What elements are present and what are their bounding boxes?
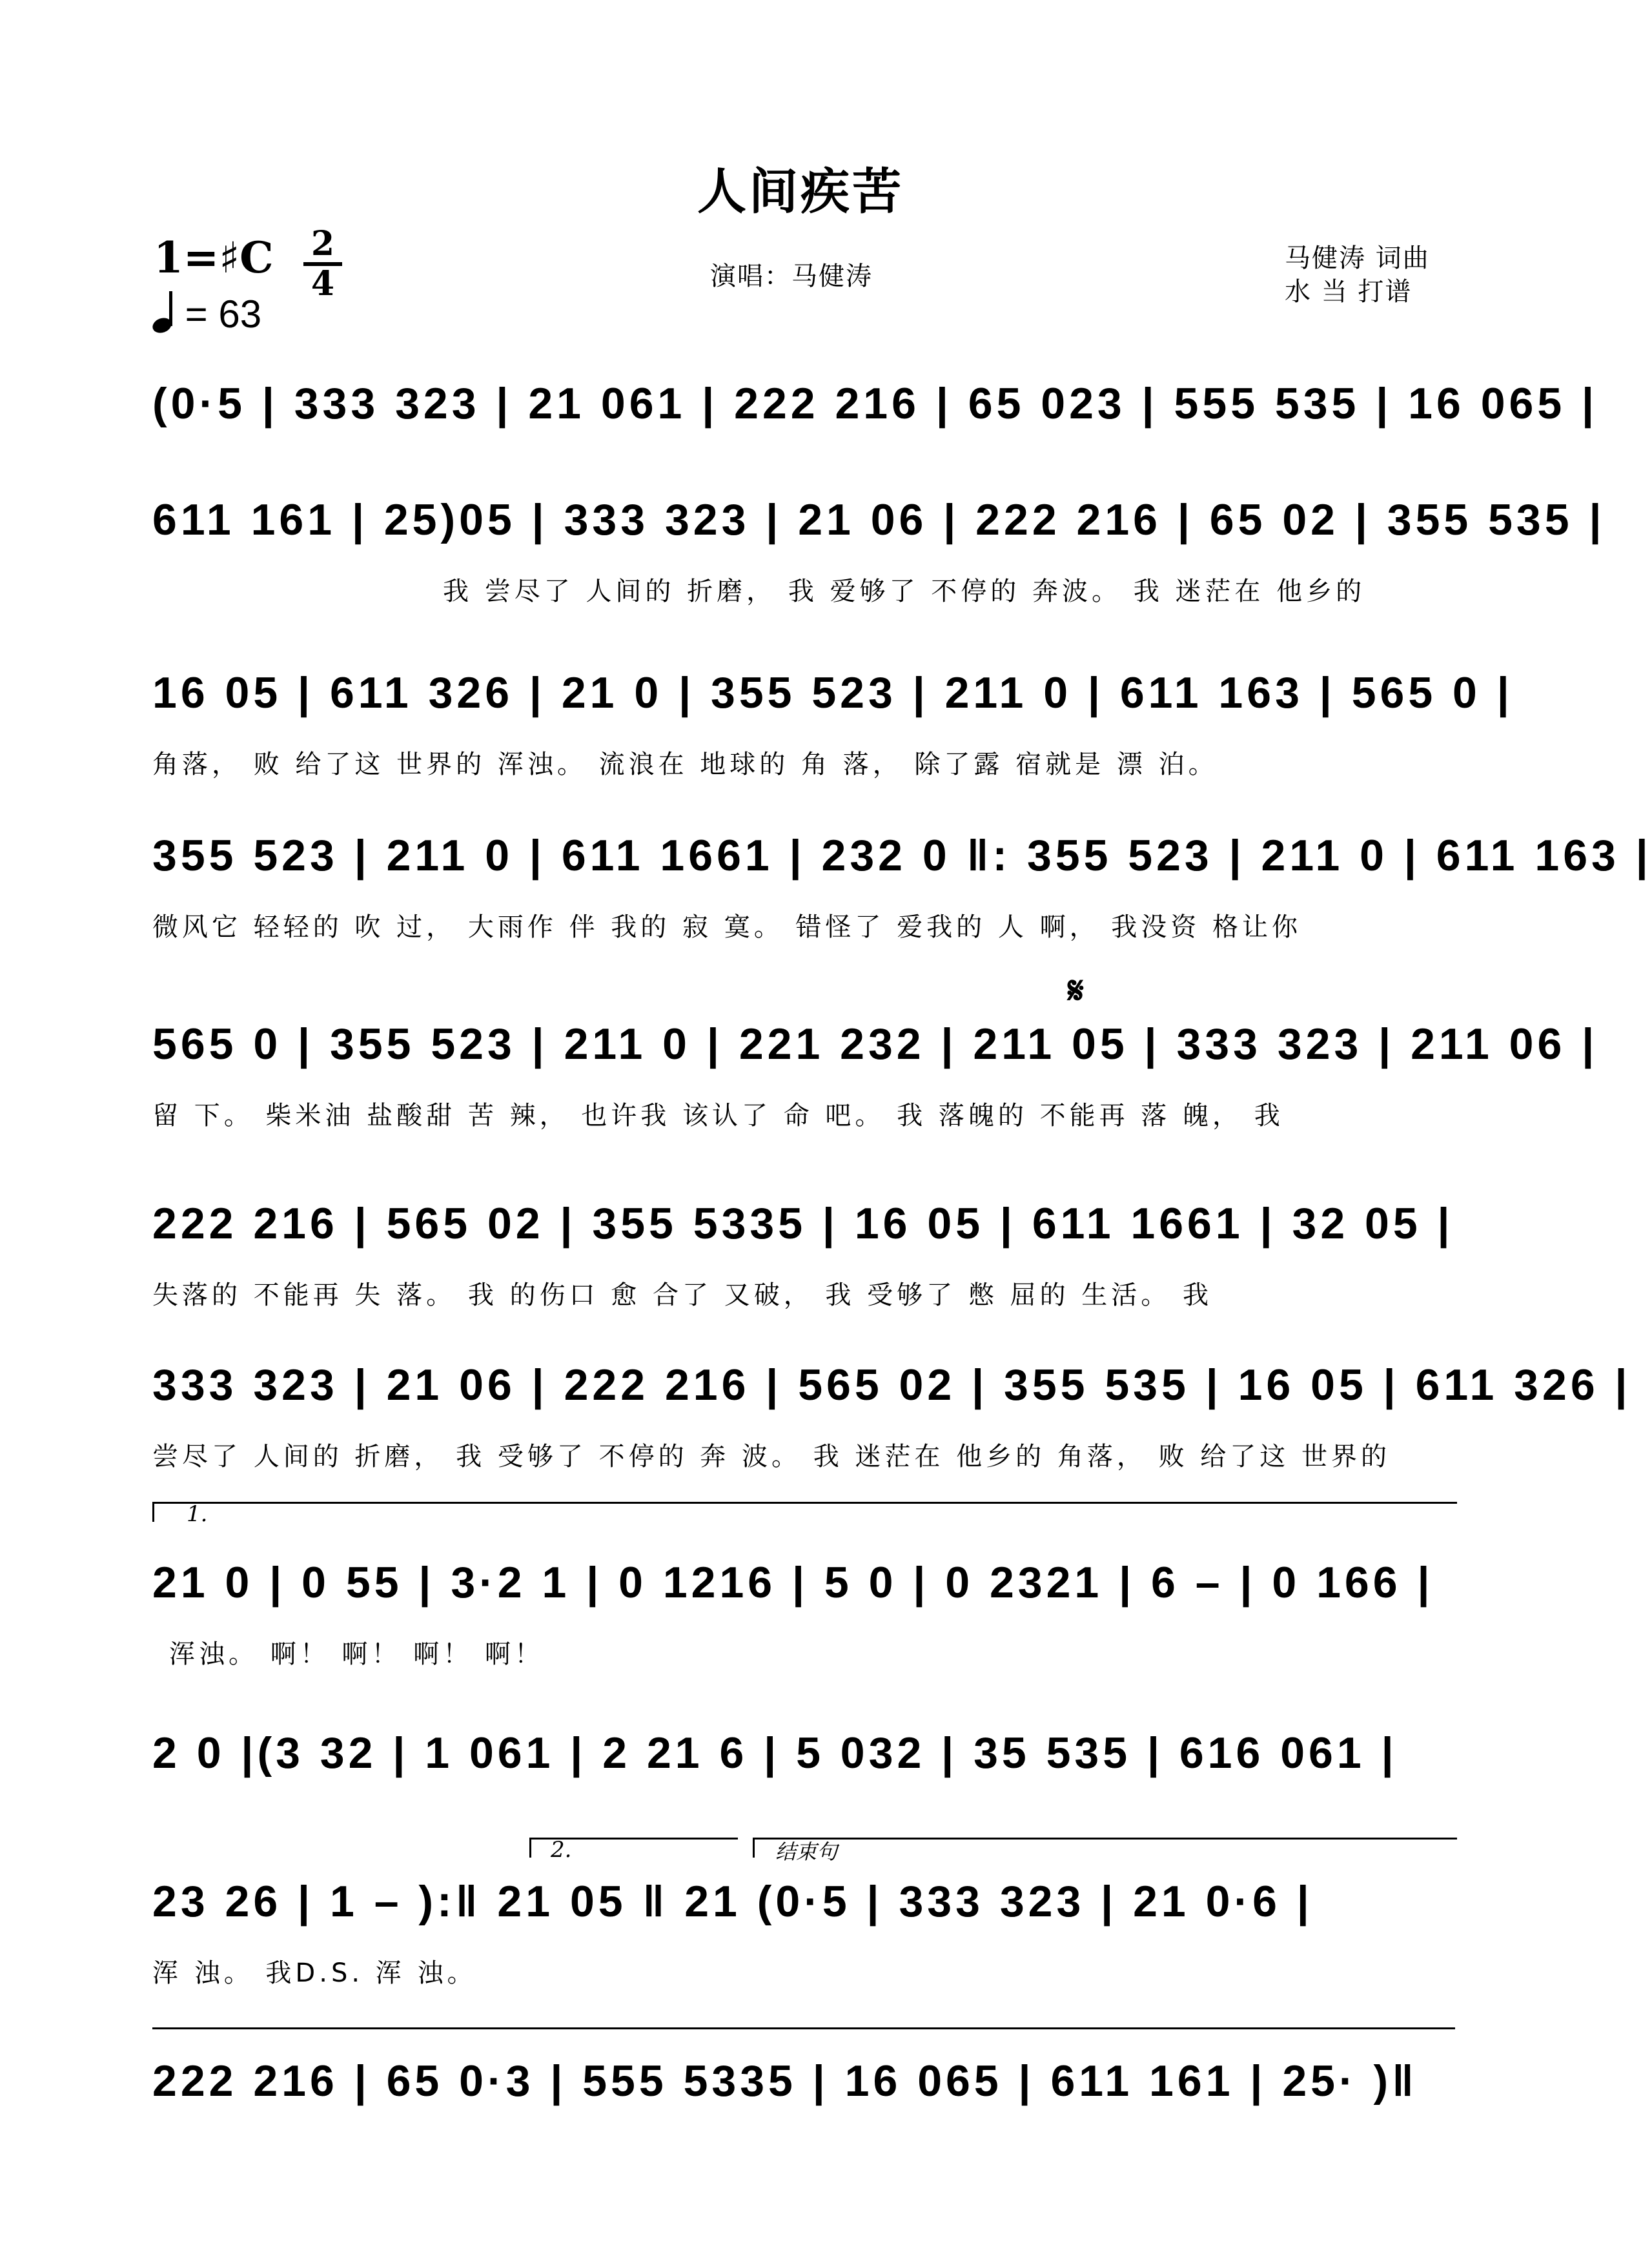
final-system-bracket bbox=[152, 2027, 1455, 2029]
time-signature-bottom: 4 bbox=[311, 264, 335, 303]
system-notes: 2 0 |(3 32 | 1 061 | 2 21 6 | 5 032 | 35 535 | 616 061 | bbox=[152, 1728, 1398, 1778]
volta-2-bracket bbox=[529, 1837, 738, 1863]
system-lyrics: 留 下。 柴米油 盐酸甜 苦 辣， 也许我 该认了 命 吧。 我 落魄的 不能再 落 魄， 我 bbox=[152, 1101, 1284, 1131]
tempo-value: = 63 bbox=[185, 292, 262, 336]
ending-bracket bbox=[753, 1838, 1457, 1864]
system-lyrics: 失落的 不能再 失 落。 我 的伤口 愈 合了 又破， 我 受够了 憋 屈的 生活。 我 bbox=[152, 1280, 1213, 1310]
system-notes: (0·5 | 333 323 | 21 061 | 222 216 | 65 023 | 555 535 | 16 065 | bbox=[152, 379, 1598, 428]
credits bbox=[1285, 241, 1430, 309]
tempo-marking bbox=[152, 292, 261, 336]
volta-2-label: 2. bbox=[551, 1837, 572, 1863]
system-notes: 21 0 | 0 55 | 3·2 1 | 0 1216 | 5 0 | 0 2321 | 6 – | 0 166 | bbox=[152, 1558, 1434, 1607]
system-lyrics: 角落， 败 给了这 世界的 浑浊。 流浪在 地球的 角 落， 除了露 宿就是 漂 泊。 bbox=[152, 750, 1218, 779]
segno-sign: 𝄋 bbox=[1068, 969, 1084, 1012]
ending-label: 结束句 bbox=[775, 1840, 838, 1864]
system-lyrics: 浑 浊。 我D.S. 浑 浊。 bbox=[152, 1958, 477, 1988]
volta-1-bracket bbox=[152, 1501, 1457, 1527]
system-lyrics: 我 尝尽了 人间的 折磨， 我 爱够了 不停的 奔波。 我 迷茫在 他乡的 bbox=[443, 577, 1366, 606]
system-lyrics: 浑浊。 啊！ 啊！ 啊！ 啊！ bbox=[169, 1639, 544, 1669]
volta-1-label: 1. bbox=[187, 1501, 208, 1527]
system-lyrics: 尝尽了 人间的 折磨， 我 受够了 不停的 奔 波。 我 迷茫在 他乡的 角落， 败 给了这 世界的 bbox=[152, 1442, 1391, 1471]
system-notes: 222 216 | 65 0·3 | 555 5335 | 16 065 | 611 161 | 25· )‖ bbox=[152, 2056, 1418, 2106]
quarter-note-icon bbox=[152, 294, 174, 334]
key-signature: 1=♯C bbox=[154, 232, 274, 283]
song-title: 人间疾苦 bbox=[697, 163, 904, 220]
transcriber-credit: 水 当 打谱 bbox=[1285, 277, 1412, 307]
composer-credit: 马健涛 词曲 bbox=[1285, 243, 1430, 273]
time-signature-top: 2 bbox=[311, 224, 335, 263]
singer-credit: 演唱：马健涛 bbox=[710, 261, 873, 291]
system-notes: 222 216 | 565 02 | 355 5335 | 16 05 | 611 1661 | 32 05 | bbox=[152, 1199, 1454, 1248]
system-lyrics: 微风它 轻轻的 吹 过， 大雨作 伴 我的 寂 寞。 错怪了 爱我的 人 啊， 我没资 格让你 bbox=[152, 912, 1302, 942]
time-signature bbox=[303, 224, 342, 303]
system-notes: 565 0 | 355 523 | 211 0 | 221 232 | 211 05 | 333 323 | 211 06 | bbox=[152, 1020, 1598, 1069]
system-notes: 333 323 | 21 06 | 222 216 | 565 02 | 355 535 | 16 05 | 611 326 | bbox=[152, 1360, 1631, 1409]
system-notes: 355 523 | 211 0 | 611 1661 | 232 0 ‖: 355 523 | 211 0 | 611 163 | bbox=[152, 831, 1652, 880]
system-notes: 23 26 | 1 – ):‖ 21 05 ‖ 21 (0·5 | 333 323 | 21 0·6 | bbox=[152, 1877, 1313, 1926]
system-notes: 611 161 | 25)05 | 333 323 | 21 06 | 222 216 | 65 02 | 355 535 | bbox=[152, 495, 1606, 544]
system-notes: 16 05 | 611 326 | 21 0 | 355 523 | 211 0 | 611 163 | 565 0 | bbox=[152, 668, 1513, 717]
